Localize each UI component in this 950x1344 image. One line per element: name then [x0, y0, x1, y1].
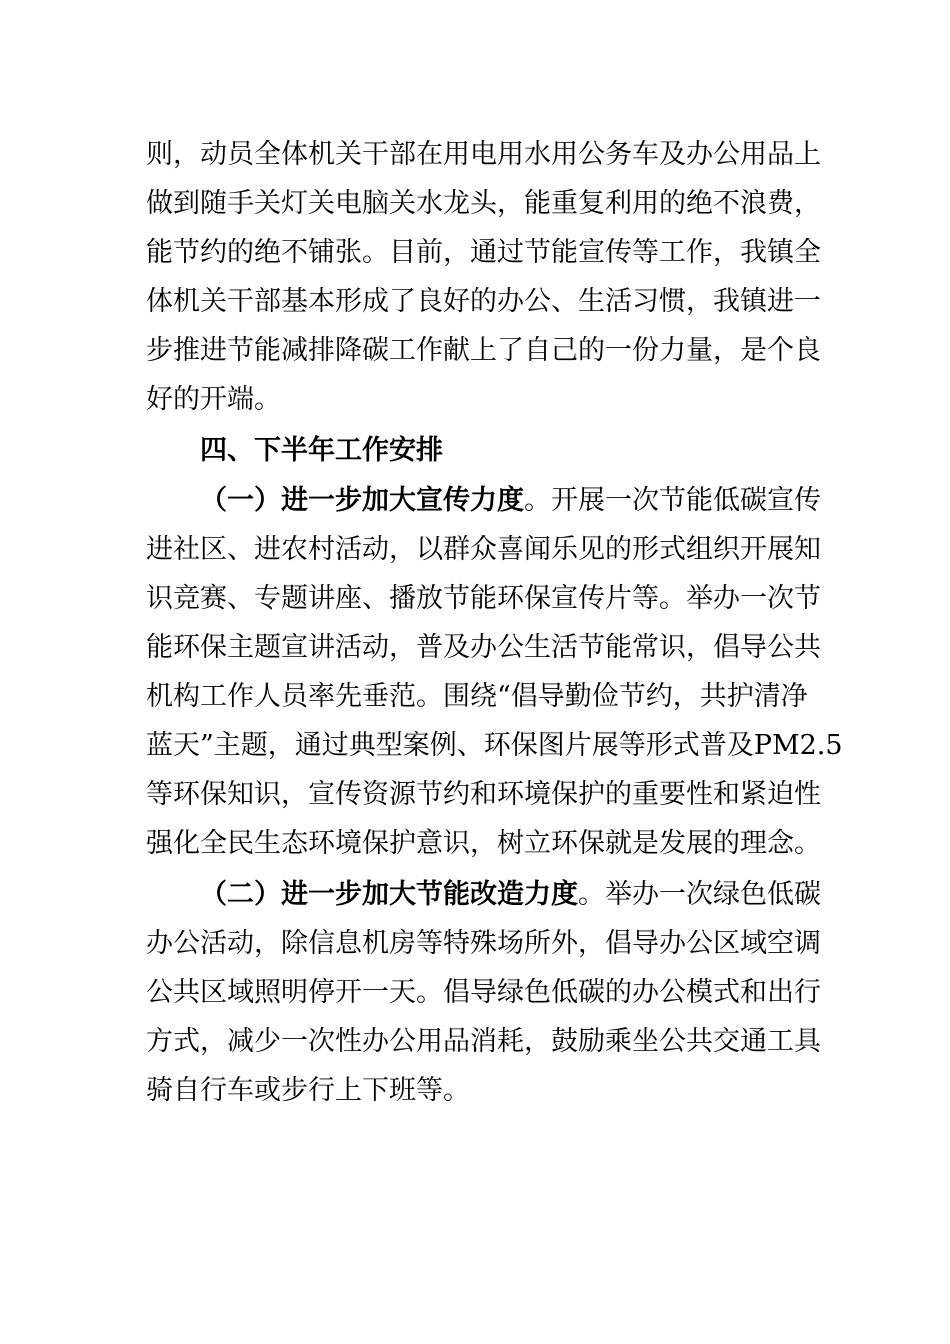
- paragraph-line: 蓝天”主题，通过典型案例、环保图片展等形式普及PM2.5: [146, 730, 843, 761]
- item1-first-line-rest: 。开展一次节能低碳宣传: [524, 485, 821, 516]
- paragraph-line: 等环保知识，宣传资源节约和环境保护的重要性和紧迫性: [146, 779, 821, 810]
- paragraph-line: 办公活动，除信息机房等特殊场所外，倡导办公区域空调: [146, 928, 821, 959]
- paragraph-line: 能节约的绝不铺张。目前，通过节能宣传等工作，我镇全: [146, 237, 821, 268]
- paragraph-line: 进社区、进农村活动，以群众喜闻乐见的形式组织开展知: [146, 534, 821, 565]
- item1-first-line: [200, 476, 821, 525]
- paragraph-line: 骑自行车或步行上下班等。: [146, 1075, 470, 1106]
- item2-first-line-rest: 。举办一次绿色低碳: [578, 879, 821, 910]
- paragraph-line: 做到随手关灯关电脑关水龙头，能重复利用的绝不浪费，: [146, 188, 821, 219]
- paragraph-line: 步推进节能减排降碳工作献上了自己的一份力量，是个良: [146, 335, 821, 366]
- paragraph-line: 则，动员全体机关干部在用电用水用公务车及办公用品上: [146, 139, 821, 170]
- section-heading: 四、下半年工作安排: [200, 435, 443, 466]
- paragraph-line: 方式，减少一次性办公用品消耗，鼓励乘坐公共交通工具: [146, 1026, 821, 1057]
- paragraph-line: 体机关干部基本形成了良好的办公、生活习惯，我镇进一: [146, 286, 821, 317]
- item1-title: （一）进一步加大宣传力度: [200, 485, 524, 516]
- paragraph-line: 强化全民生态环境保护意识，树立环保就是发展的理念。: [146, 828, 821, 859]
- paragraph-line: 机构工作人员率先垂范。围绕“倡导勤俭节约，共护清净: [146, 681, 808, 712]
- paragraph-line: 识竞赛、专题讲座、播放节能环保宣传片等。举办一次节: [146, 583, 821, 614]
- item2-first-line: [200, 870, 821, 919]
- paragraph-line: 好的开端。: [146, 384, 281, 415]
- paragraph-line: 公共区域照明停开一天。倡导绿色低碳的办公模式和出行: [146, 977, 821, 1008]
- item2-title: （二）进一步加大节能改造力度: [200, 879, 578, 910]
- paragraph-line: 能环保主题宣讲活动，普及办公生活节能常识，倡导公共: [146, 632, 821, 663]
